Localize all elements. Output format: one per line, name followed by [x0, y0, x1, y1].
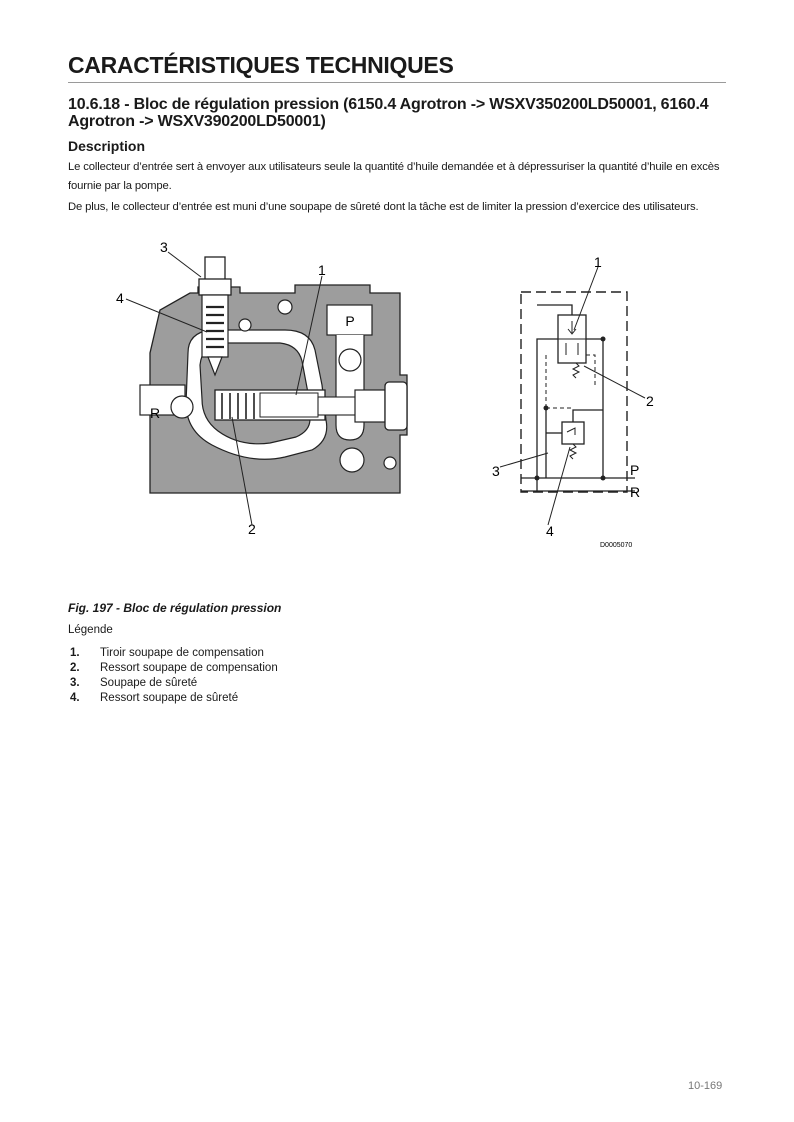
right-callout-1: 1 [594, 254, 602, 270]
left-port-label-p: P [345, 313, 355, 329]
page-header-title: CARACTÉRISTIQUES TECHNIQUES [68, 52, 726, 83]
right-port-label-p: P [630, 462, 640, 478]
legend-item-text: Soupape de sûreté [100, 677, 198, 689]
page-number: 10-169 [688, 1080, 723, 1092]
legend-item-number: 4. [70, 692, 80, 704]
block-cutaway [116, 239, 407, 537]
legend-item-text: Ressort soupape de compensation [100, 662, 278, 674]
figure-pressure-block [100, 235, 660, 555]
right-callout-2: 2 [646, 393, 654, 409]
legend-list [70, 646, 278, 706]
legend-item [70, 676, 278, 691]
left-callout-1: 1 [318, 262, 326, 278]
right-callout-3: 3 [492, 463, 500, 479]
left-callout-3: 3 [160, 239, 168, 255]
section-title: 10.6.18 - Bloc de régulation pression (6150.4 Agrotron -> WSXV350200LD50001, 6160.4 Agrotron -> WSXV390200LD50001) [68, 96, 709, 130]
figure-drawing [100, 235, 660, 555]
legend-item-text: Tiroir soupape de compensation [100, 647, 264, 659]
legend-item [70, 691, 278, 706]
legend-item [70, 646, 278, 661]
legend-item-number: 2. [70, 662, 80, 674]
right-port-label-r: R [630, 484, 641, 500]
figure-caption: Fig. 197 - Bloc de régulation pression [68, 601, 282, 615]
description-paragraph-2: De plus, le collecteur d’entrée est muni d’une soupape de sûreté dont la tâche est de limiter la pression d’exercice des utilisateurs. [68, 201, 699, 213]
drawing-code: D0005070 [600, 542, 633, 549]
left-callout-2: 2 [248, 521, 256, 537]
left-port-label-r: R [150, 405, 161, 421]
legend-item [70, 661, 278, 676]
description-heading: Description [68, 138, 146, 154]
legend-label: Légende [68, 624, 113, 636]
legend-item-number: 1. [70, 647, 80, 659]
legend-item-text: Ressort soupape de sûreté [100, 692, 239, 704]
description-paragraph-1: Le collecteur d’entrée sert à envoyer aux utilisateurs seule la quantité d’huile demandée et à dépressuriser la quantité d’huile en excès fournie par la pompe. [68, 161, 720, 192]
legend-item-number: 3. [70, 677, 80, 689]
left-callout-4: 4 [116, 290, 124, 306]
right-callout-4: 4 [546, 523, 554, 539]
hydraulic-schematic [492, 254, 654, 549]
